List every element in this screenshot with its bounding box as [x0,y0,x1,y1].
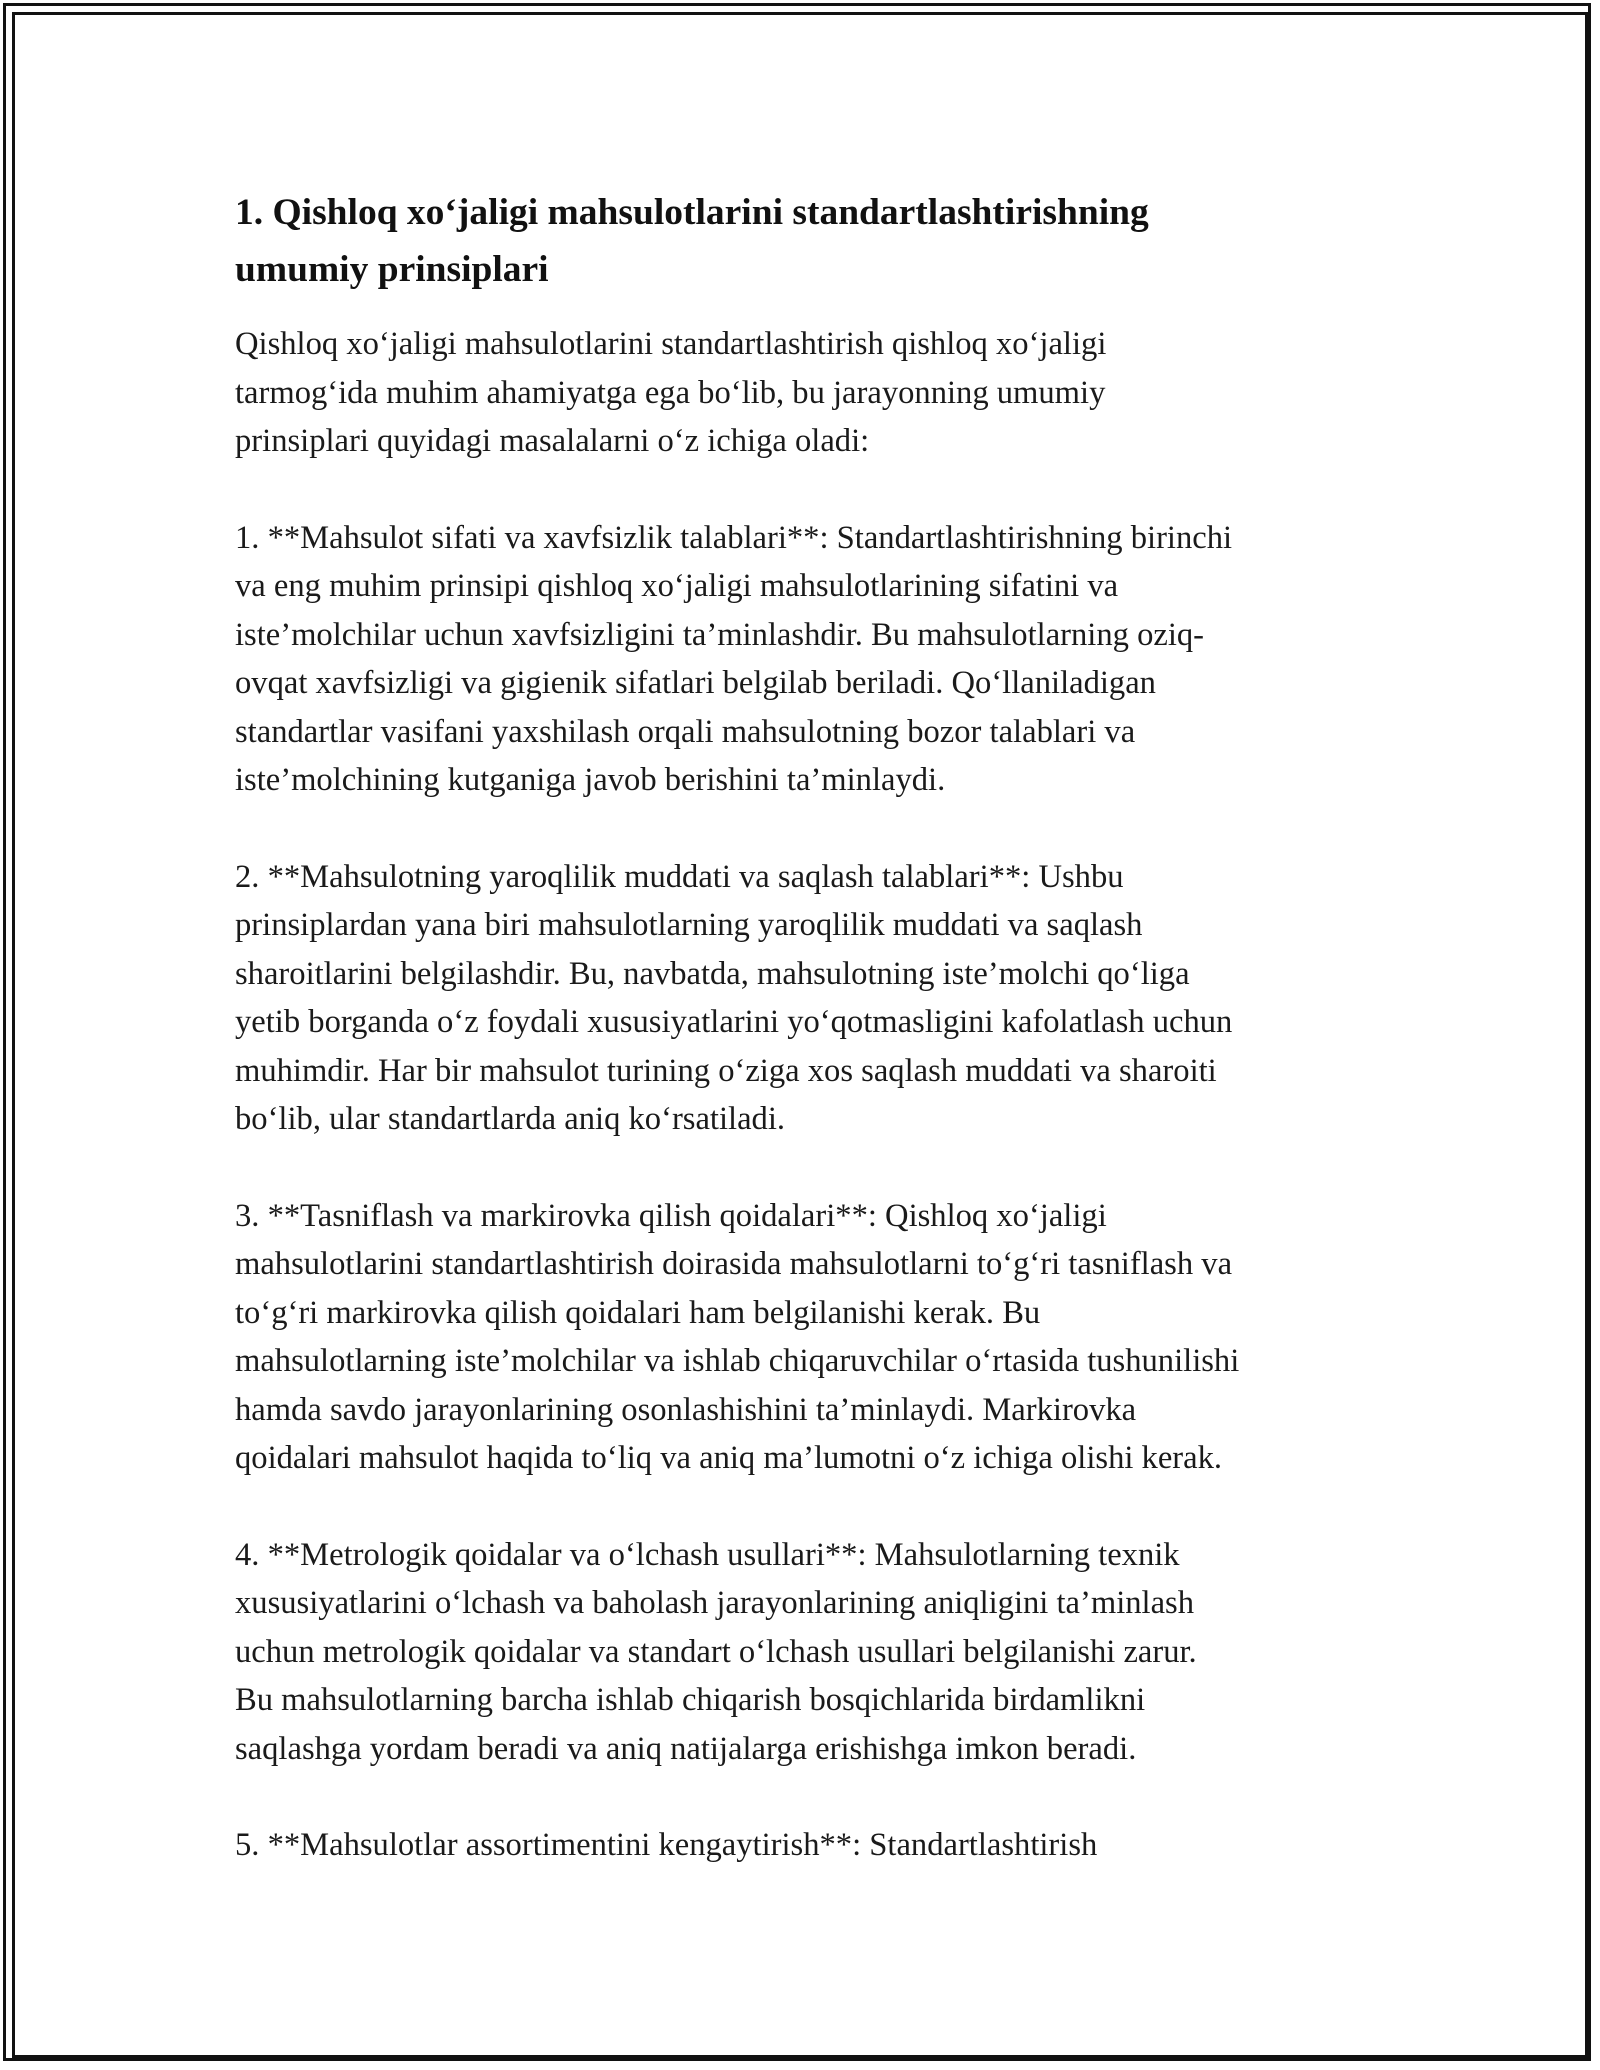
paragraph-line: 3. **Tasniflash va markirovka qilish qoidalari**: Qishloq xo‘jaligi [235,1197,1107,1234]
paragraph-line: mahsulotlarini standartlashtirish doirasida mahsulotlarni to‘g‘ri tasniflash va [235,1246,1233,1282]
list-item-paragraph-5 [235,1821,1375,1870]
paragraph-line: sharoitlarini belgilashdir. Bu, navbatda, mahsulotning iste’molchi qo‘liga [235,955,1190,992]
paragraph-line: saqlashga yordam beradi va aniq natijalarga erishishga imkon beradi. [235,1730,1137,1767]
paragraph-line: qoidalari mahsulot haqida to‘liq va aniq ma’lumotni o‘z ichiga olishi kerak. [235,1440,1223,1476]
list-item-paragraph-2 [235,853,1375,1144]
intro-paragraph [235,320,1375,466]
paragraph-line: prinsiplari quyidagi masalalarni o‘z ichiga oladi: [235,423,870,459]
paragraph-line: ovqat xavfsizligi va gigienik sifatlari belgilab beriladi. Qo‘llaniladigan [235,665,1156,701]
paragraph-line: iste’molchilar uchun xavfsizligini ta’minlashdir. Bu mahsulotlarning oziq- [235,616,1205,653]
paragraph-line: iste’molchining kutganiga javob berishini ta’minlaydi. [235,762,946,798]
paragraph-line: standartlar vasifani yaxshilash orqali mahsulotning bozor talablari va [235,713,1136,750]
paragraph-line: 4. **Metrologik qoidalar va o‘lchash usullari**: Mahsulotlarning texnik [235,1536,1180,1573]
paragraph-line: prinsiplardan yana biri mahsulotlarning yaroqlilik muddati va saqlash [235,907,1143,943]
heading-line: umumiy prinsiplari [235,249,549,290]
section-heading [235,184,1375,298]
paragraph-line: xususiyatlarini o‘lchash va baholash jarayonlarining aniqligini ta’minlash [235,1585,1195,1621]
paragraph-line: 2. **Mahsulotning yaroqlilik muddati va saqlash talablari**: Ushbu [235,858,1124,895]
paragraph-line: uchun metrologik qoidalar va standart o‘lchash usullari belgilanishi zarur. [235,1633,1197,1670]
heading-line: 1. Qishloq xo‘jaligi mahsulotlarini standartlashtirishning [235,192,1149,233]
paragraph-line: Bu mahsulotlarning barcha ishlab chiqarish bosqichlarida birdamlikni [235,1682,1146,1718]
paragraph-line: mahsulotlarning iste’molchilar va ishlab chiqaruvchilar o‘rtasida tushunilishi [235,1343,1240,1379]
paragraph-line: Qishloq xo‘jaligi mahsulotlarini standartlashtirish qishloq xo‘jaligi [235,326,1107,362]
paragraph-line: yetib borganda o‘z foydali xususiyatlarini yo‘qotmasligini kafolatlash uchun [235,1004,1233,1040]
list-item-paragraph-1 [235,514,1375,805]
paragraph-line: hamda savdo jarayonlarining osonlashishini ta’minlaydi. Markirovka [235,1391,1137,1428]
paragraph-line: 5. **Mahsulotlar assortimentini kengaytirish**: Standartlashtirish [235,1827,1098,1863]
list-item-paragraph-4 [235,1531,1375,1774]
paragraph-line: bo‘lib, ular standartlarda aniq ko‘rsatiladi. [235,1101,786,1137]
paragraph-line: tarmog‘ida muhim ahamiyatga ega bo‘lib, bu jarayonning umumiy [235,374,1106,411]
paragraph-line: muhimdir. Har bir mahsulot turining o‘ziga xos saqlash muddati va sharoiti [235,1052,1217,1089]
paragraph-line: va eng muhim prinsipi qishloq xo‘jaligi mahsulotlarining sifatini va [235,568,1119,604]
document-body [235,184,1375,1918]
paragraph-line: to‘g‘ri markirovka qilish qoidalari ham belgilanishi kerak. Bu [235,1294,1041,1331]
paragraph-line: 1. **Mahsulot sifati va xavfsizlik talablari**: Standartlashtirishning birinchi [235,519,1233,556]
list-item-paragraph-3 [235,1192,1375,1483]
